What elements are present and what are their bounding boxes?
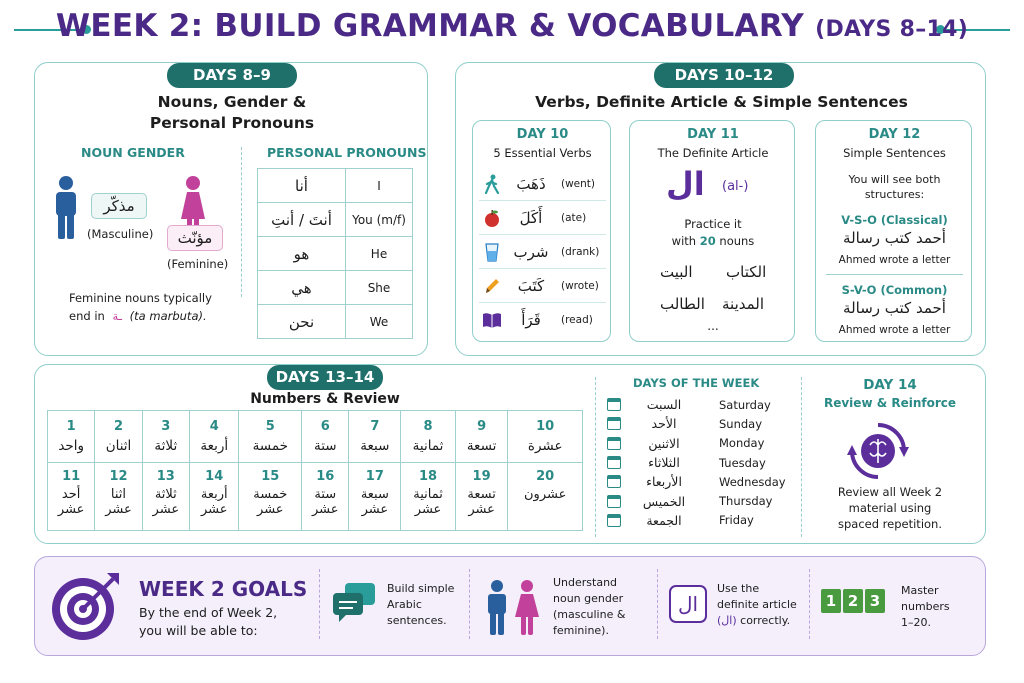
number-cell [189,463,238,531]
page-title [0,8,1024,44]
goal-1-line-1: Build simple [387,582,455,595]
number-digit: 10 [536,419,555,434]
weekday-english: Wednesday [719,474,786,489]
practice-number: 20 [699,234,716,248]
definite-word-2 [726,263,766,281]
number-digit: 7 [370,419,380,434]
svo-title: S-V-O (Common) [841,283,948,297]
goal-2-line-2: noun gender [553,592,624,605]
definite-word-text-3: الطالب [660,295,705,313]
definite-word-3 [660,295,705,313]
practice-pre: with [671,234,697,248]
calendar-icon [607,514,621,527]
number-cell [48,411,95,463]
number-arabic: ثلاثة [154,438,178,454]
goal-3-arabic: (ال) [717,614,737,627]
number-arabic-ten: عشر [152,502,180,517]
verb-arabic: أَكَلَ [519,208,543,227]
number-cell [142,411,189,463]
verb-row [479,201,606,235]
svo-english: Ahmed wrote a letter [838,324,951,336]
number-arabic: خمسة [253,487,288,502]
number-digit: 19 [472,469,491,484]
number-arabic-ten: عشر [200,502,228,517]
weekday-row [607,414,797,433]
day-14-line-1: Review all Week 2 [837,485,943,499]
number-arabic-ten: عشر [468,502,495,517]
pronoun-arabic: نحن [258,305,346,339]
number-digit: 20 [536,469,555,484]
number-digit: 5 [265,419,275,434]
day-10-title: DAY 10 [516,127,569,142]
definite-word-4 [722,295,764,313]
goal-2-text [553,575,625,639]
pronoun-arabic: أنا [258,169,346,203]
goals-divider-4 [809,569,810,639]
week-days-title: DAYS OF THE WEEK [633,376,760,390]
number-digit: 13 [156,469,175,484]
goal-3-text [717,581,797,629]
gender-note-post: (ta marbuta). [129,309,207,323]
goal-1-line-2: Arabic [387,598,422,611]
weekday-row [607,472,797,491]
goal-3-line-3 [717,613,797,629]
ta-marbuta-letter: ـة [112,309,123,323]
goal-1-text [387,581,454,629]
number-cell [455,411,508,463]
number-cell [508,463,583,531]
definite-word-1 [660,263,693,281]
definite-word-text-4: المدينة [722,295,765,313]
feminine-label: (Feminine) [167,257,229,271]
number-cell [349,463,401,531]
gender-note-pre: end in [69,309,105,323]
pronouns-table [257,168,413,339]
days-13-14-panel [34,364,986,544]
number-cell [48,463,95,531]
number-digit: 17 [365,469,384,484]
days-8-9-heading-1: Nouns, Gender & [157,93,307,111]
days-13-14-pill: DAYS 13–14 [267,365,383,390]
number-arabic: عشرون [524,487,567,502]
number-arabic-ten: عشر [312,502,339,517]
brain-review-icon [847,421,909,481]
goal-4-text [901,583,950,631]
number-arabic-ten: عشر [361,502,389,517]
pronoun-english: She [346,271,413,305]
number-arabic: أحد [61,487,81,502]
days-10-12-heading: Verbs, Definite Article & Simple Sentences [535,93,908,111]
goals-divider-1 [319,569,320,639]
number-digit: 9 [477,419,487,434]
goals-title: WEEK 2 GOALS [139,577,308,601]
number-arabic-ten: عشر [414,502,442,517]
verb-row [479,235,606,269]
verb-row [479,303,606,337]
pronoun-english: I [346,169,413,203]
gender-divider [241,147,242,297]
chat-bubbles-icon [331,581,377,623]
number-arabic: اثنا [110,487,127,502]
number-cell [508,411,583,463]
number-digit: 6 [320,419,330,434]
weekday-row [607,511,797,530]
week-divider [801,377,802,537]
weekday-english: Thursday [719,494,773,509]
goal-3-line-1: Use the [717,582,760,595]
verb-row [479,167,606,201]
week-days-list [607,395,797,530]
goals-divider-2 [469,569,470,639]
feminine-arabic: مؤنّث [167,225,223,251]
day-12-intro-1: You will see both [848,173,941,186]
practice-line-2 [630,234,796,248]
day-12-card [815,120,972,342]
pronoun-row [258,271,413,305]
al-article-icon: ال [669,585,707,623]
goal-4-line-1: Master [901,584,939,597]
goals-sub-1: By the end of Week 2, [139,605,278,620]
male-figure-icon [51,175,81,241]
weekday-english: Monday [719,436,765,451]
day-14-title: DAY 14 [863,377,917,393]
weekday-english: Friday [719,513,754,528]
number-arabic-ten: عشر [257,502,284,517]
number-arabic: ثلاثة [154,487,177,502]
weekday-arabic: الخميس [642,493,686,509]
number-arabic-ten: عشر [105,502,132,517]
number-digit: 16 [316,469,335,484]
day-11-title: DAY 11 [687,127,739,142]
number-digit: 12 [109,469,128,484]
number-cell [302,411,349,463]
calendar-icon [607,437,621,450]
weekday-english: Sunday [719,416,763,431]
target-icon [49,571,123,643]
number-digit: 2 [113,419,124,434]
number-digit: 8 [423,419,433,434]
masculine-label: (Masculine) [87,227,154,241]
goal-2-line-1: Understand [553,576,618,589]
weekday-arabic: السبت [646,397,682,413]
number-digit: 1 [66,419,76,434]
male-female-icon [483,579,543,637]
verb-english: (went) [561,177,596,190]
weekday-arabic: الجمعة [646,512,682,528]
pronoun-arabic: أنتَ / أنتِ [258,203,346,237]
day-14-sub: Review & Reinforce [823,396,957,410]
number-arabic: سبعة [360,438,390,454]
week-goals-panel [34,556,986,656]
noun-gender-title: NOUN GENDER [81,145,185,160]
verb-list [479,167,606,337]
goal-3-line-2: definite article [717,598,797,611]
number-digit: 18 [418,469,438,484]
days-10-12-pill: DAYS 10–12 [654,63,794,88]
day-12-intro-2: structures: [864,188,925,201]
pencil-icon [479,276,505,296]
weekday-row [607,491,797,510]
day-12-divider [826,274,963,275]
weekday-arabic: الأحد [651,416,677,432]
day-14-line-3: spaced repetition. [837,517,942,531]
number-block-1: 1 [821,589,841,613]
verb-english: (read) [561,314,593,326]
weekday-row [607,453,797,472]
apple-icon [479,208,505,228]
number-arabic: ثمانية [412,438,444,454]
calendar-icon [607,456,621,469]
number-digit: 11 [62,469,81,484]
number-arabic: خمسة [252,438,288,454]
number-cell [401,411,456,463]
day-10-sub: 5 Essential Verbs [493,146,592,160]
number-arabic: عشرة [527,438,563,454]
calendar-icon [607,398,621,411]
goal-3-correctly: correctly. [740,614,791,627]
verb-arabic: قَرَأَ [521,311,541,329]
vso-title: V-S-O (Classical) [841,213,948,227]
number-digit: 15 [261,469,280,484]
day-11-sub: The Definite Article [657,146,769,160]
number-block-3: 3 [865,589,885,613]
number-cell [401,463,456,531]
number-digit: 3 [161,419,171,434]
numbers-divider [595,377,596,537]
goal-2-line-3: (masculine & [553,608,626,621]
vso-english: Ahmed wrote a letter [838,254,951,266]
number-cell [302,463,349,531]
practice-post: nouns [719,234,755,248]
day-11-card [629,120,795,342]
day-12-sub: Simple Sentences [843,146,946,160]
verb-english: (ate) [561,211,587,224]
calendar-icon [607,495,621,508]
number-arabic: سبعة [360,487,389,502]
goal-1-line-3: sentences. [387,614,447,627]
weekday-english: Tuesday [719,455,766,470]
pronoun-english: He [346,237,413,271]
definite-word-text-2: الكتاب [726,263,767,281]
pronoun-english: We [346,305,413,339]
gender-note-line-2 [69,309,207,323]
goals-sub-2: you will be able to: [139,623,258,638]
vso-arabic: أحمد كتب رسالة [843,229,946,247]
svo-arabic: أحمد كتب رسالة [843,299,946,317]
number-arabic: ثمانية [413,487,443,502]
number-cell [239,411,302,463]
days-10-12-panel [455,62,986,356]
weekday-arabic: الثلاثاء [648,455,680,471]
number-cell [455,463,508,531]
verb-english: (drank) [561,245,600,258]
number-arabic: ستة [313,438,337,454]
day-14-line-2: material using [848,501,932,515]
title-days: (DAYS 8–14) [815,17,969,42]
verb-english: (wrote) [561,279,599,292]
verb-arabic: شرب [513,242,549,261]
numbers-table [47,410,583,531]
pronouns-title: PERSONAL PRONOUNS [267,145,427,160]
practice-line-1: Practice it [684,217,742,231]
water-glass-icon [479,242,505,262]
weekday-english: Saturday [719,397,771,412]
pronoun-english: You (m/f) [346,203,413,237]
pronoun-arabic: هو [258,237,346,271]
number-arabic: أربعة [200,438,229,454]
number-arabic: واحد [58,438,85,454]
number-arabic: تسعة [466,438,497,454]
verb-arabic: كَتَبَ [517,276,545,295]
gender-note-line-1: Feminine nouns typically [69,291,212,305]
al-article-arabic: ال [666,165,705,203]
calendar-icon [607,417,621,430]
number-cell [142,463,189,531]
weekday-row [607,395,797,414]
number-arabic-ten: عشر [57,502,85,517]
verb-arabic: ذَهَبَ [516,174,546,193]
days-13-14-heading: Numbers & Review [250,391,400,407]
weekday-row [607,434,797,453]
days-8-9-panel [34,62,428,356]
number-arabic: اثنان [105,438,132,454]
definite-more: ... [707,319,719,333]
masculine-arabic: مذكّر [91,193,147,219]
number-block-2: 2 [843,589,863,613]
days-8-9-heading-2: Personal Pronouns [149,114,315,132]
pronoun-row [258,237,413,271]
number-cell [239,463,302,531]
goal-4-line-2: numbers [901,600,950,613]
number-arabic: أربعة [200,487,228,502]
number-cell [95,411,142,463]
goals-divider-3 [657,569,658,639]
numbers-blocks-icon [821,589,885,613]
number-arabic: تسعة [467,487,496,502]
verb-row [479,269,606,303]
day-10-card [472,120,611,342]
pronoun-row [258,203,413,237]
title-main: WEEK 2: BUILD GRAMMAR & VOCABULARY [55,8,805,44]
definite-word-text-1: البيت [660,263,693,281]
pronoun-row [258,305,413,339]
number-arabic: ستة [314,487,337,502]
number-cell [95,463,142,531]
days-8-9-pill: DAYS 8–9 [167,63,297,88]
calendar-icon [607,475,621,488]
day-12-title: DAY 12 [868,127,921,142]
number-cell [189,411,238,463]
weekday-arabic: الاثنين [648,435,680,451]
pronoun-row [258,169,413,203]
book-icon [479,311,505,329]
walking-person-icon [479,174,505,194]
weekday-arabic: الأربعاء [646,474,682,490]
al-article-latin: (al-) [722,179,749,194]
goal-2-line-4: feminine). [553,624,609,637]
goal-4-line-3: 1–20. [901,616,931,629]
number-digit: 14 [205,469,224,484]
number-digit: 4 [209,419,219,434]
number-cell [349,411,401,463]
pronoun-arabic: هي [258,271,346,305]
